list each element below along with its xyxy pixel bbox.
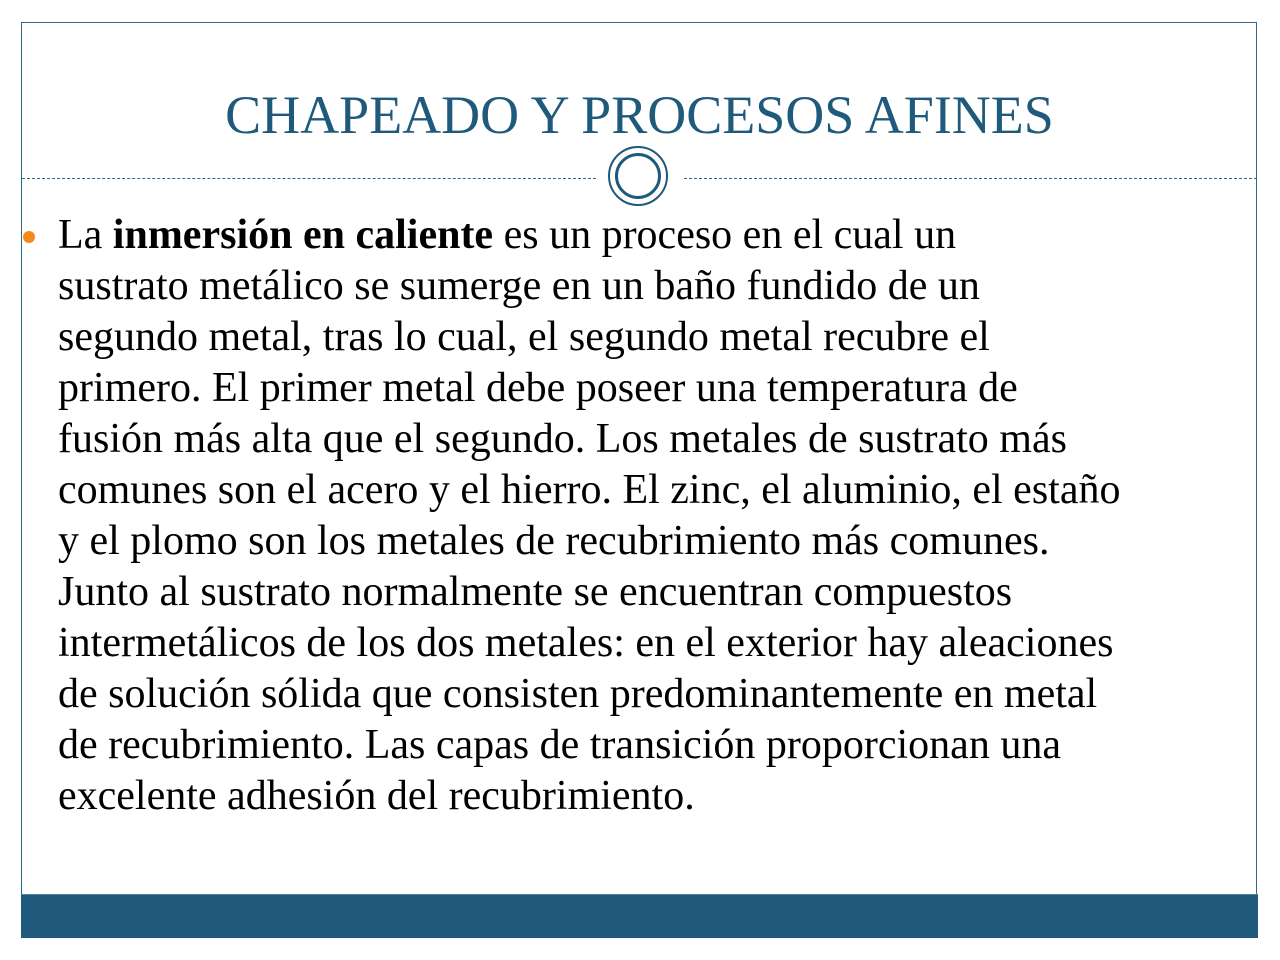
- text-line: fusión más alta que el segundo. Los metales de sustrato más: [58, 416, 1067, 462]
- text-line: excelente adhesión del recubrimiento.: [58, 773, 695, 819]
- text-line: Junto al sustrato normalmente se encuentran compuestos: [58, 569, 1013, 615]
- title-divider-right: [684, 178, 1257, 179]
- bullet-icon: [23, 231, 35, 243]
- text-line: primero. El primer metal debe poseer una temperatura de: [58, 365, 1018, 411]
- bold-term: inmersión en caliente: [112, 212, 494, 258]
- text-line: comunes son el acero y el hierro. El zinc, el aluminio, el estaño: [58, 467, 1121, 513]
- title-divider-left: [22, 178, 596, 179]
- text-line: y el plomo son los metales de recubrimiento más comunes.: [58, 518, 1050, 564]
- text-line: de solución sólida que consisten predominantemente en metal: [58, 671, 1098, 717]
- slide-title: CHAPEADO Y PROCESOS AFINES: [225, 85, 1054, 145]
- text-line: sustrato metálico se sumerge en un baño fundido de un: [58, 263, 980, 309]
- bullet-text: [58, 210, 1120, 822]
- text-line: intermetálicos de los dos metales: en el exterior hay aleaciones: [58, 620, 1114, 666]
- text-line: segundo metal, tras lo cual, el segundo metal recubre el: [58, 314, 990, 360]
- divider-circle-icon: [608, 146, 668, 206]
- footer-bar: [21, 894, 1258, 938]
- text-line: de recubrimiento. Las capas de transición proporcionan una: [58, 722, 1061, 768]
- text-line-1: La inmersión en caliente es un proceso en el cual un: [58, 212, 957, 258]
